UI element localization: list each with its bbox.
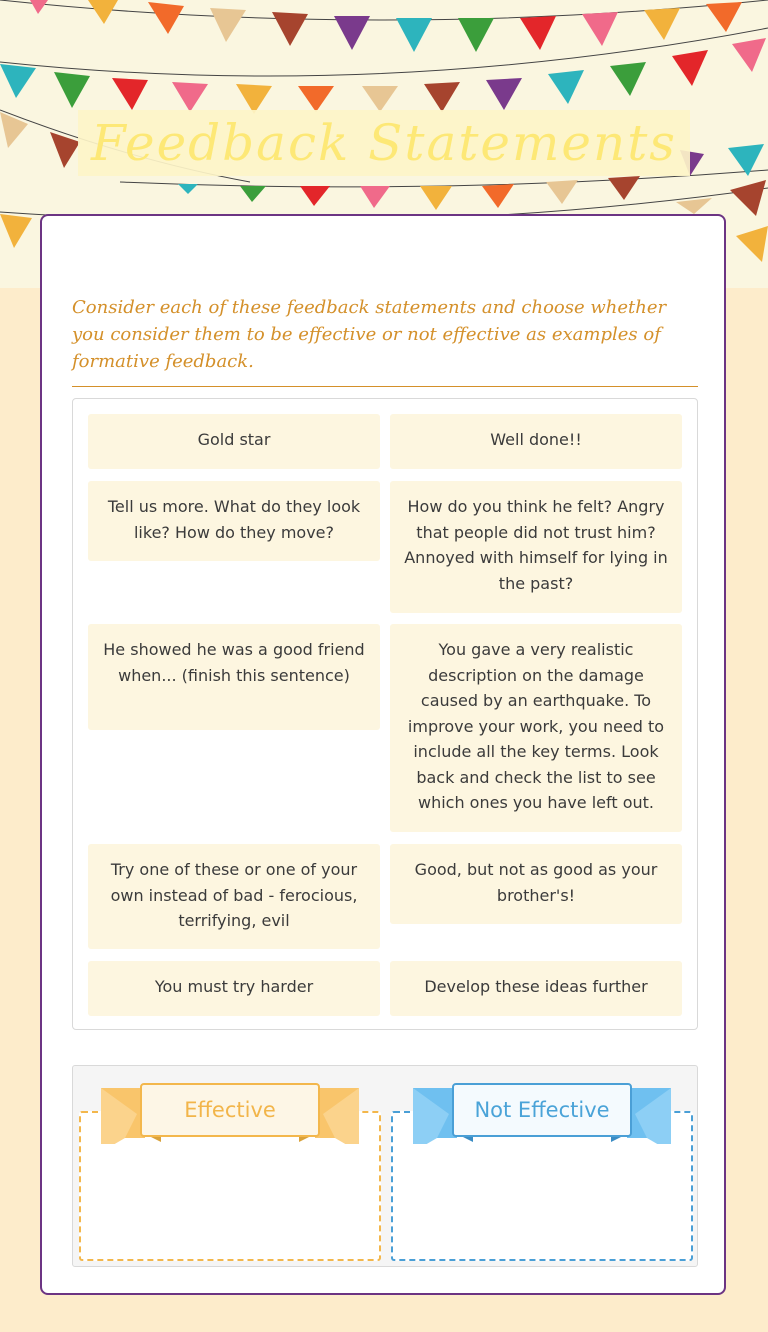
categories-area [72,1065,698,1267]
instructions-text: Consider each of these feedback statements and choose whether you consider them to be effective or not effective as examples of formative feedback. [72,297,667,372]
draggable-item[interactable]: Try one of these or one of your own instead of bad - ferocious, terrifying, evil [88,844,380,949]
effective-label: Effective [184,1098,276,1122]
draggable-item[interactable]: You gave a very realistic description on the damage caused by an earthquake. To improve your work, you need to include all the key terms. Look back and check the list to see which ones you have left out. [390,624,682,832]
items-bank [72,398,698,1030]
title-plate [78,110,690,176]
draggable-item[interactable]: He showed he was a good friend when... (finish this sentence) [88,624,380,730]
page-title: Feedback Statements [91,114,677,172]
draggable-item[interactable]: Gold star [88,414,380,469]
divider [72,386,698,387]
draggable-item[interactable]: Well done!! [390,414,682,469]
draggable-item[interactable]: Develop these ideas further [390,961,682,1016]
worksheet-card [40,214,726,1295]
draggable-item[interactable]: You must try harder [88,961,380,1016]
draggable-item[interactable]: Good, but not as good as your brother's! [390,844,682,924]
effective-header [101,1080,359,1144]
not-effective-label: Not Effective [474,1098,610,1122]
draggable-item[interactable]: Tell us more. What do they look like? How do they move? [88,481,380,561]
not-effective-header [413,1080,671,1144]
draggable-item[interactable]: How do you think he felt? Angry that people did not trust him? Annoyed with himself for lying in the past? [390,481,682,613]
